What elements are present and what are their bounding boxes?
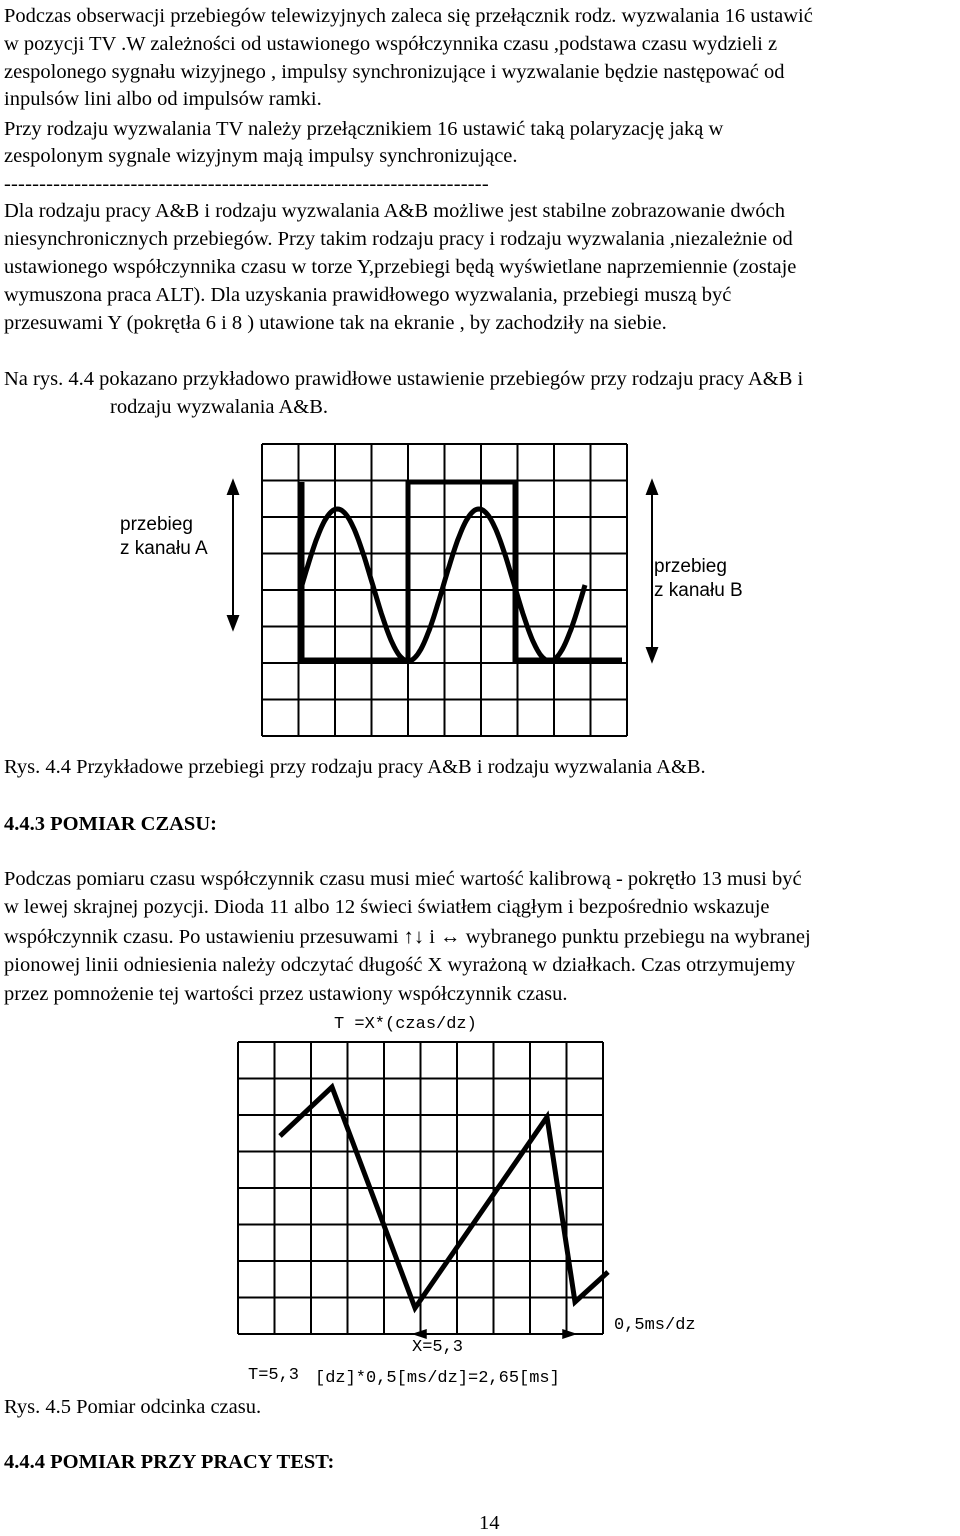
section-4-4-3-line-5: przez pomnożenie tej wartości przez ustawiony współczynnik czasu. bbox=[4, 983, 568, 1005]
label-channel-a-line-2: z kanału A bbox=[120, 538, 208, 559]
sawtooth-waveform bbox=[280, 1087, 608, 1308]
section-4-4-3-line-3: współczynnik czasu. Po ustawieniu przesuwami ↑↓ i ↔ wybranego punktu przebiegu na wybranej bbox=[4, 926, 811, 948]
intro-line-4: inpulsów lini albo od impulsów ramki. bbox=[4, 88, 322, 110]
timebase-value: 0,5ms/dz bbox=[614, 1316, 696, 1335]
ab-line-1: Dla rodzaju pracy A&B i rodzaju wyzwalania A&B możliwe jest stabilne zobrazowanie dwóch bbox=[4, 200, 786, 222]
page-number: 14 bbox=[479, 1512, 500, 1534]
section-4-4-3-line-4: pionowej linii odniesienia należy odczytać długość X wyrażoną w działkach. Czas otrzymujemy bbox=[4, 954, 796, 976]
ab-line-7: rodzaju wyzwalania A&B. bbox=[110, 396, 329, 418]
intro-line-1: Podczas obserwacji przebiegów telewizyjnych zaleca się przełącznik rodz. wyzwalania 16 ustawić bbox=[4, 5, 813, 27]
ab-line-6: Na rys. 4.4 pokazano przykładowo prawidłowe ustawienie przebiegów przy rodzaju pracy A&B i bbox=[4, 368, 804, 390]
time-formula: T =X*(czas/dz) bbox=[334, 1015, 477, 1034]
section-4-4-3-line-2: w lewej skrajnej pozycji. Dioda 11 albo 12 świeci światłem ciągłym i bezpośrednio wskazuje bbox=[4, 896, 770, 918]
figure-4-5-caption: Rys. 4.5 Pomiar odcinka czasu. bbox=[4, 1396, 262, 1418]
section-4-4-3-line-1: Podczas pomiaru czasu współczynnik czasu musi mieć wartość kalibrową - pokrętło 13 musi być bbox=[4, 868, 802, 890]
ab-line-2: niesynchronicznych przebiegów. Przy takim rodzaju pracy i rodzaju wyzwalania ,niezależnie od bbox=[4, 228, 793, 250]
ab-line-4: wymuszona praca ALT). Dla uzyskania prawidłowego wyzwalania, przebiegi muszą być bbox=[4, 284, 732, 306]
separator-line: --------------------------------------------------------------------- bbox=[4, 173, 489, 195]
intro-line-6: zespolonym sygnale wizyjnym mają impulsy synchronizujące. bbox=[4, 145, 518, 167]
section-4-4-4-heading: 4.4.4 POMIAR PRZY PRACY TEST: bbox=[4, 1451, 335, 1473]
measured-length-x: X=5,3 bbox=[412, 1338, 464, 1357]
intro-line-2: w pozycji TV .W zależności od ustawionego współczynnika czasu ,podstawa czasu wydzieli z bbox=[4, 33, 778, 55]
label-channel-b-line-1: przebieg bbox=[654, 556, 727, 577]
intro-line-5: Przy rodzaju wyzwalania TV należy przełącznikiem 16 ustawić taką polaryzację jaką w bbox=[4, 118, 724, 140]
ab-line-3: ustawionego współczynnika czasu w torze Y,przebiegi będą wyświetlane naprzemiennie (zostaje bbox=[4, 256, 797, 278]
section-4-4-3-heading: 4.4.3 POMIAR CZASU: bbox=[4, 813, 217, 835]
label-channel-a-line-1: przebieg bbox=[120, 514, 193, 535]
ab-line-5: przesuwami Y (pokrętła 6 i 8 ) utawione tak na ekranie , by zachodziły na siebie. bbox=[4, 312, 667, 334]
label-channel-b-line-2: z kanału B bbox=[654, 580, 743, 601]
oscilloscope-grid-4-5 bbox=[238, 1042, 603, 1334]
intro-line-3: zespolonego sygnału wizyjnego , impulsy synchronizujące i wyzwalanie będzie następować od bbox=[4, 61, 785, 83]
figure-4-4-caption: Rys. 4.4 Przykładowe przebiegi przy rodzaju pracy A&B i rodzaju wyzwalania A&B. bbox=[4, 756, 706, 778]
time-result-calculation: [dz]*0,5[ms/dz]=2,65[ms] bbox=[315, 1369, 560, 1388]
time-result-prefix: T=5,3 bbox=[248, 1366, 300, 1385]
